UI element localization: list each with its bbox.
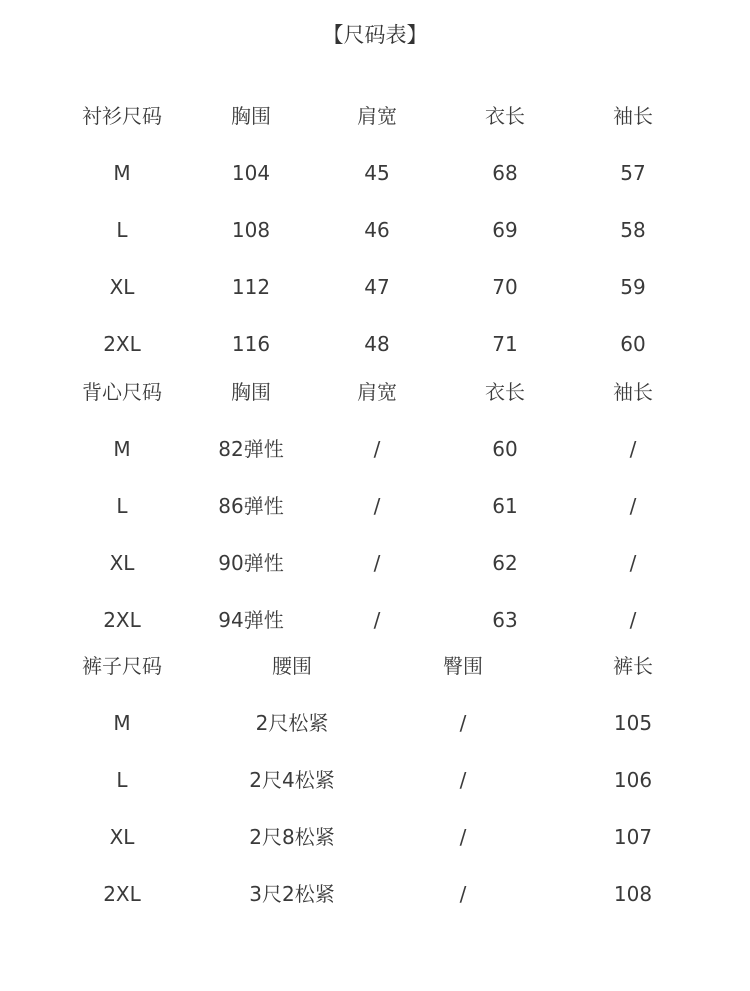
table-cell: 86弹性: [218, 494, 284, 518]
table-cell: 45: [364, 161, 390, 185]
table-header-cell: 袖长: [613, 380, 653, 404]
table-cell: 63: [492, 608, 518, 632]
table-cell: 104: [231, 161, 271, 185]
table-cell: /: [373, 551, 381, 575]
table-cell: 70: [492, 275, 518, 299]
table-header-cell: 胸围: [231, 380, 271, 404]
vest-header-row: [0, 372, 750, 412]
table-row: [0, 267, 750, 307]
table-row: [0, 760, 750, 800]
table-header-cell: 衣长: [485, 380, 525, 404]
table-row: [0, 874, 750, 914]
table-cell: 90弹性: [218, 551, 284, 575]
table-row: [0, 324, 750, 364]
table-cell: /: [629, 437, 637, 461]
size-cell: XL: [109, 825, 135, 849]
table-row: [0, 703, 750, 743]
table-cell: 71: [492, 332, 518, 356]
size-cell: L: [116, 494, 128, 518]
size-cell: L: [116, 218, 128, 242]
table-cell: 59: [620, 275, 646, 299]
table-header-cell: 臀围: [443, 654, 483, 678]
table-row: [0, 210, 750, 250]
size-cell: 2XL: [103, 332, 141, 356]
table-cell: 62: [492, 551, 518, 575]
table-row: [0, 486, 750, 526]
table-header-cell: 肩宽: [357, 104, 397, 128]
table-row: [0, 817, 750, 857]
table-cell: /: [629, 551, 637, 575]
table-cell: 57: [620, 161, 646, 185]
size-cell: XL: [109, 275, 135, 299]
size-cell: XL: [109, 551, 135, 575]
table-header-cell: 衣长: [485, 104, 525, 128]
table-cell: 47: [364, 275, 390, 299]
table-cell: 60: [492, 437, 518, 461]
table-cell: 2尺松紧: [255, 711, 329, 735]
table-cell: /: [629, 494, 637, 518]
table-cell: 112: [231, 275, 271, 299]
table-cell: 58: [620, 218, 646, 242]
pants-header-row: [0, 646, 750, 686]
table-cell: 106: [613, 768, 653, 792]
table-cell: 60: [620, 332, 646, 356]
table-header-cell: 袖长: [613, 104, 653, 128]
table-cell: 108: [613, 882, 653, 906]
table-cell: 82弹性: [218, 437, 284, 461]
table-cell: /: [459, 768, 467, 792]
table-row: [0, 543, 750, 583]
size-cell: M: [113, 437, 131, 461]
table-cell: 108: [231, 218, 271, 242]
table-header-cell: 背心尺码: [82, 380, 162, 404]
table-header-cell: 肩宽: [357, 380, 397, 404]
table-cell: 2尺8松紧: [249, 825, 335, 849]
size-cell: 2XL: [103, 882, 141, 906]
table-cell: /: [373, 494, 381, 518]
table-cell: /: [373, 437, 381, 461]
table-cell: 46: [364, 218, 390, 242]
table-row: [0, 153, 750, 193]
table-cell: 116: [231, 332, 271, 356]
table-cell: 69: [492, 218, 518, 242]
table-cell: 48: [364, 332, 390, 356]
table-row: [0, 600, 750, 640]
table-cell: 2尺4松紧: [249, 768, 335, 792]
table-row: [0, 429, 750, 469]
table-cell: 61: [492, 494, 518, 518]
table-cell: 3尺2松紧: [249, 882, 335, 906]
table-cell: 107: [613, 825, 653, 849]
table-header-cell: 胸围: [231, 104, 271, 128]
table-cell: 94弹性: [218, 608, 284, 632]
table-cell: /: [459, 711, 467, 735]
size-cell: M: [113, 161, 131, 185]
page-title: 【尺码表】: [322, 23, 428, 47]
table-header-cell: 裤子尺码: [82, 654, 162, 678]
table-cell: 105: [613, 711, 653, 735]
table-header-cell: 腰围: [272, 654, 312, 678]
size-cell: L: [116, 768, 128, 792]
table-cell: /: [459, 882, 467, 906]
table-cell: /: [459, 825, 467, 849]
table-cell: 68: [492, 161, 518, 185]
shirt-header-row: [0, 96, 750, 136]
table-cell: /: [629, 608, 637, 632]
size-cell: M: [113, 711, 131, 735]
table-header-cell: 裤长: [613, 654, 653, 678]
table-cell: /: [373, 608, 381, 632]
size-cell: 2XL: [103, 608, 141, 632]
table-header-cell: 衬衫尺码: [82, 104, 162, 128]
